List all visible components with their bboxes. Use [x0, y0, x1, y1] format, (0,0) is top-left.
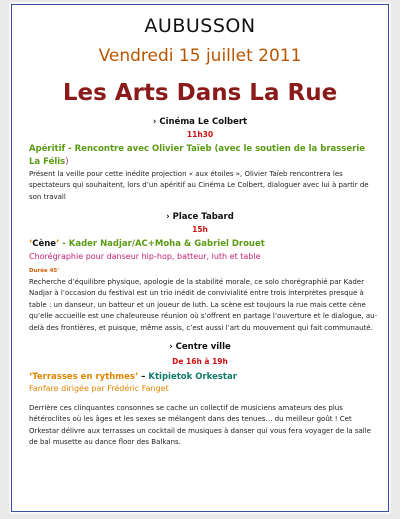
event-title-terrasses-work: ‘Terrasses en rythmes’: [29, 372, 139, 382]
location-cinema: › Cinéma Le Colbert: [152, 117, 248, 127]
time-cinema: 11h30: [186, 130, 214, 139]
event-title-cene-quote-close: ’: [56, 239, 60, 249]
event-title-aperitif-text: Apéritif - Rencontre avec Olivier Taïeb (avec le soutien de la brasserie La Félis: [29, 144, 365, 167]
event-duration-cene: Durée 45': [29, 268, 59, 274]
event-title-aperitif-close: ): [65, 157, 69, 167]
event-title-cene-work: Cène: [32, 239, 57, 249]
event-title-terrasses-sep: –: [138, 372, 149, 382]
event-date: Vendredi 15 juillet 2011: [98, 46, 302, 66]
location-centre-ville: › Centre ville: [169, 342, 231, 352]
event-subtitle-cene: Chorégraphie pour danseur hip-hop, batteur, luth et table: [29, 252, 261, 261]
location-place-tabard: › Place Tabard: [166, 212, 234, 222]
event-subtitle-terrasses: Fanfare dirigée par Frédéric Fanget: [29, 384, 169, 393]
event-title-cene-artists: - Kader Nadjar/AC+Moha & Gabriel Drouet: [59, 239, 265, 249]
town-heading: AUBUSSON: [144, 15, 256, 37]
flyer-page: [11, 4, 389, 512]
event-title-cene-quote-open: ‘: [29, 239, 33, 249]
time-centre-ville: De 16h à 19h: [172, 357, 228, 366]
event-title-terrasses-artist: Ktipietok Orkestar: [148, 372, 237, 382]
event-description-cene: Recherche d’équilibre physique, apologie de la stabilité morale, ce solo chorégraphié par Kader Nadjar à l’occasion du festival est un trio inédit de convivialité entre trois interprètes presque à table : un danseur, un batteur et un joueur de luth. La scène est toujours la rue mais cette cène qu’elle accueille est une chaleureuse réunion où s’offrent en partage l’ouverture et le dialogue, au-delà des frontières, et puisque, même assis, c’est aussi l’art du mouvement qui fait communauté.: [29, 278, 378, 332]
festival-title: Les Arts Dans La Rue: [62, 80, 338, 106]
event-description-terrasses: Derrière ces clinquantes consonnes se cache un collectif de musiciens amateurs des plus hétéroclites où les âges et les sexes se mélangent dans des tenues… du meilleur goût ! Cet Orkestar délivre aux terrasses un cocktail de musiques à danser qui vous fera voyager de la salle de bal musette au dance floor des Balkans.: [29, 404, 371, 447]
event-title-aperitif: [29, 143, 379, 169]
time-place-tabard: 15h: [192, 225, 208, 234]
event-description-aperitif: Présent la veille pour cette inédite projection « aux étoiles », Olivier Taïeb rencontrera les spectateurs qui souhaitent, lors d’un apéritif au Cinéma Le Colbert, dialoguer avec lui à partir de son travail: [29, 170, 369, 201]
event-title-cene: [29, 238, 379, 251]
